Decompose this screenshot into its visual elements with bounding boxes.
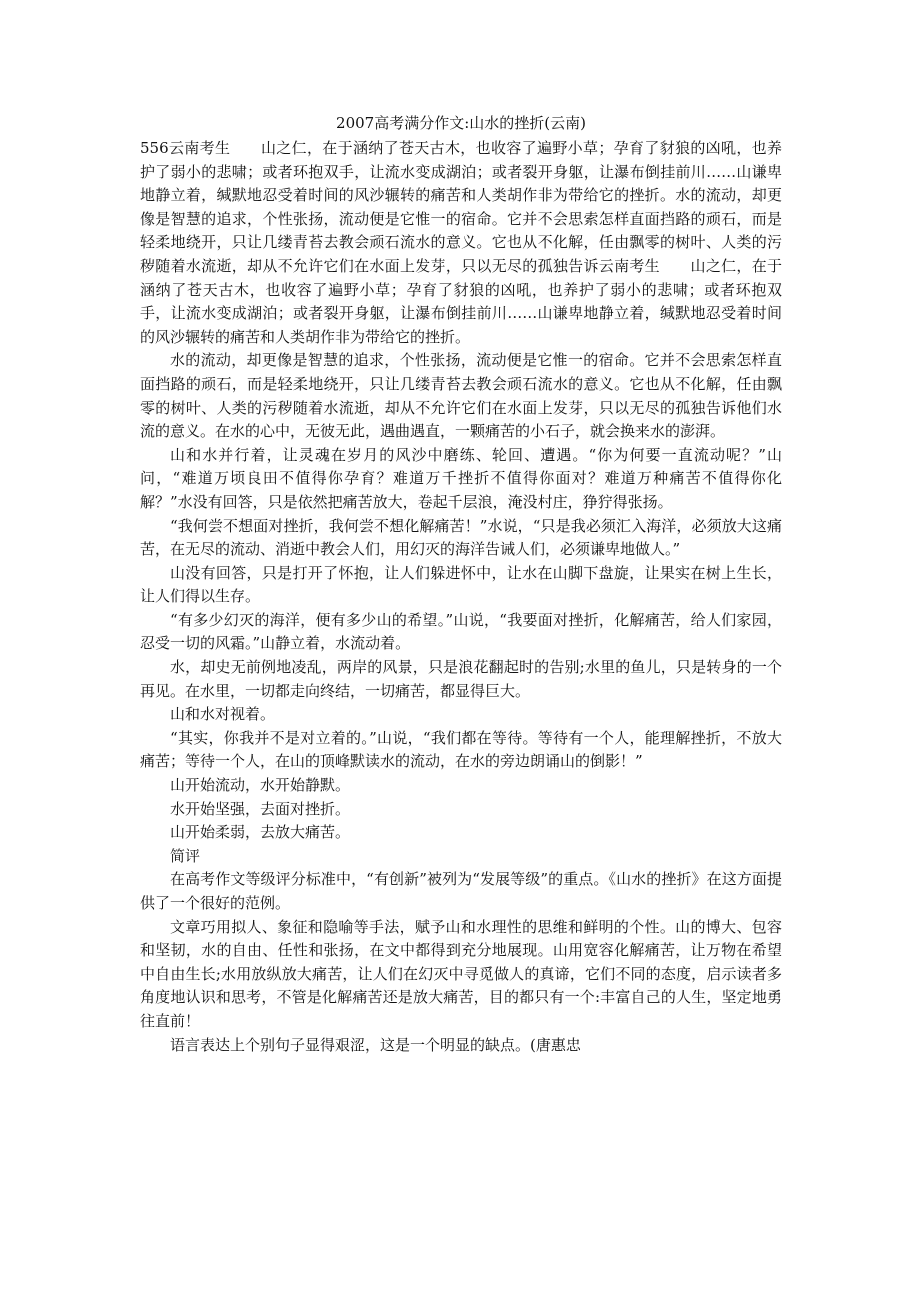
paragraph: 556云南考生 山之仁，在于涵纳了苍天古木，也收容了遍野小草；孕育了豺狼的凶吼，也养护了弱小的悲啸；或者环抱双手，让流水变成湖泊；或者裂开身躯，让瀑布倒挂前川……山谦卑地静立着，缄默地忍受着时间的风沙辗转的痛苦和人类胡作非为带给它的挫折。水的流动，却更像是智慧的追求，个性张扬，流动便是它惟一的宿命。它并不会思索怎样直面挡路的顽石，而是轻柔地绕开，只让几缕青苔去教会顽石流水的意义。它也从不化解，任由飘零的树叶、人类的污秽随着水流逝，却从不允许它们在水面上发芽，只以无尽的孤独告诉云南考生 山之仁，在于涵纳了苍天古木，也收容了遍野小草；孕育了豺狼的凶吼，也养护了弱小的悲啸；或者环抱双手，让流水变成湖泊；或者裂开身躯，让瀑布倒挂前川……山谦卑地静立着，缄默地忍受着时间的风沙辗转的痛苦和人类胡作非为带给它的挫折。 — [140, 139, 782, 346]
paragraph: 水开始坚强，去面对挫折。 — [170, 799, 351, 818]
paragraph: 简评 — [170, 846, 201, 865]
paragraph: 在高考作文等级评分标准中，“有创新”被列为“发展等级”的重点。《山水的挫折》在这方面提供了一个很好的范例。 — [140, 870, 782, 912]
paragraph: “其实，你我并不是对立着的。”山说，“我们都在等待。等待有一个人，能理解挫折，不放大痛苦；等待一个人，在山的顶峰默读水的流动，在水的旁边朗诵山的倒影！” — [140, 728, 782, 771]
paragraph: 文章巧用拟人、象征和隐喻等手法，赋予山和水理性的思维和鲜明的个性。山的博大、包容和坚韧，水的自由、任性和张扬，在文中都得到充分地展现。山用宽容化解痛苦，让万物在希望中自由生长;水用放纵放大痛苦，让人们在幻灭中寻觅做人的真谛，它们不同的态度，启示读者多角度地认识和思考，不管是化解痛苦还是放大痛苦，目的都只有一个:丰富自己的人生，坚定地勇往直前！ — [140, 917, 782, 1030]
paragraph: 水的流动，却更像是智慧的追求，个性张扬，流动便是它惟一的宿命。它并不会思索怎样直面挡路的顽石，而是轻柔地绕开，只让几缕青苔去教会顽石流水的意义。它也从不化解，任由飘零的树叶、人类的污秽随着水流逝，却从不允许它们在水面上发芽，只以无尽的孤独告诉他们水流的意义。在水的心中，无彼无此，遇曲遇直，一颗痛苦的小石子，就会换来水的澎湃。 — [140, 351, 782, 441]
paragraph: 水，却史无前例地凌乱，两岸的风景，只是浪花翻起时的告别;水里的鱼儿，只是转身的一个再见。在水里，一切都走向终结，一切痛苦，都显得巨大。 — [140, 658, 782, 700]
paragraph: 山和水并行着，让灵魂在岁月的风沙中磨练、轮回、遭遇。“你为何要一直流动呢？”山问，“难道万顷良田不值得你孕育？难道万千挫折不值得你面对？难道万种痛苦不值得你化解？”水没有回答，只是依然把痛苦放大，卷起千层浪，淹没村庄，狰狞得张扬。 — [140, 445, 782, 511]
paragraph: “有多少幻灭的海洋，便有多少山的希望。”山说，“我要面对挫折，化解痛苦，给人们家园，忍受一切的风霜。”山静立着，水流动着。 — [140, 610, 782, 653]
paragraph: 山没有回答，只是打开了怀抱，让人们躲进怀中，让水在山脚下盘旋，让果实在树上生长，让人们得以生存。 — [140, 563, 782, 606]
document-page — [140, 112, 782, 1057]
paragraph: 山开始流动，水开始静默。 — [170, 776, 351, 795]
paragraph: 语言表达上个别句子显得艰涩，这是一个明显的缺点。(唐惠忠 — [170, 1035, 581, 1054]
paragraph: “我何尝不想面对挫折，我何尝不想化解痛苦！”水说，“只是我必须汇入海洋，必须放大这痛苦，在无尽的流动、消逝中教会人们，用幻灭的海洋告诫人们，必须谦卑地做人。” — [140, 516, 782, 559]
document-body — [140, 137, 782, 1057]
document-title: 2007高考满分作文:山水的挫折(云南) — [336, 114, 586, 132]
paragraph: 山开始柔弱，去放大痛苦。 — [170, 823, 351, 842]
paragraph: 山和水对视着。 — [170, 705, 276, 724]
